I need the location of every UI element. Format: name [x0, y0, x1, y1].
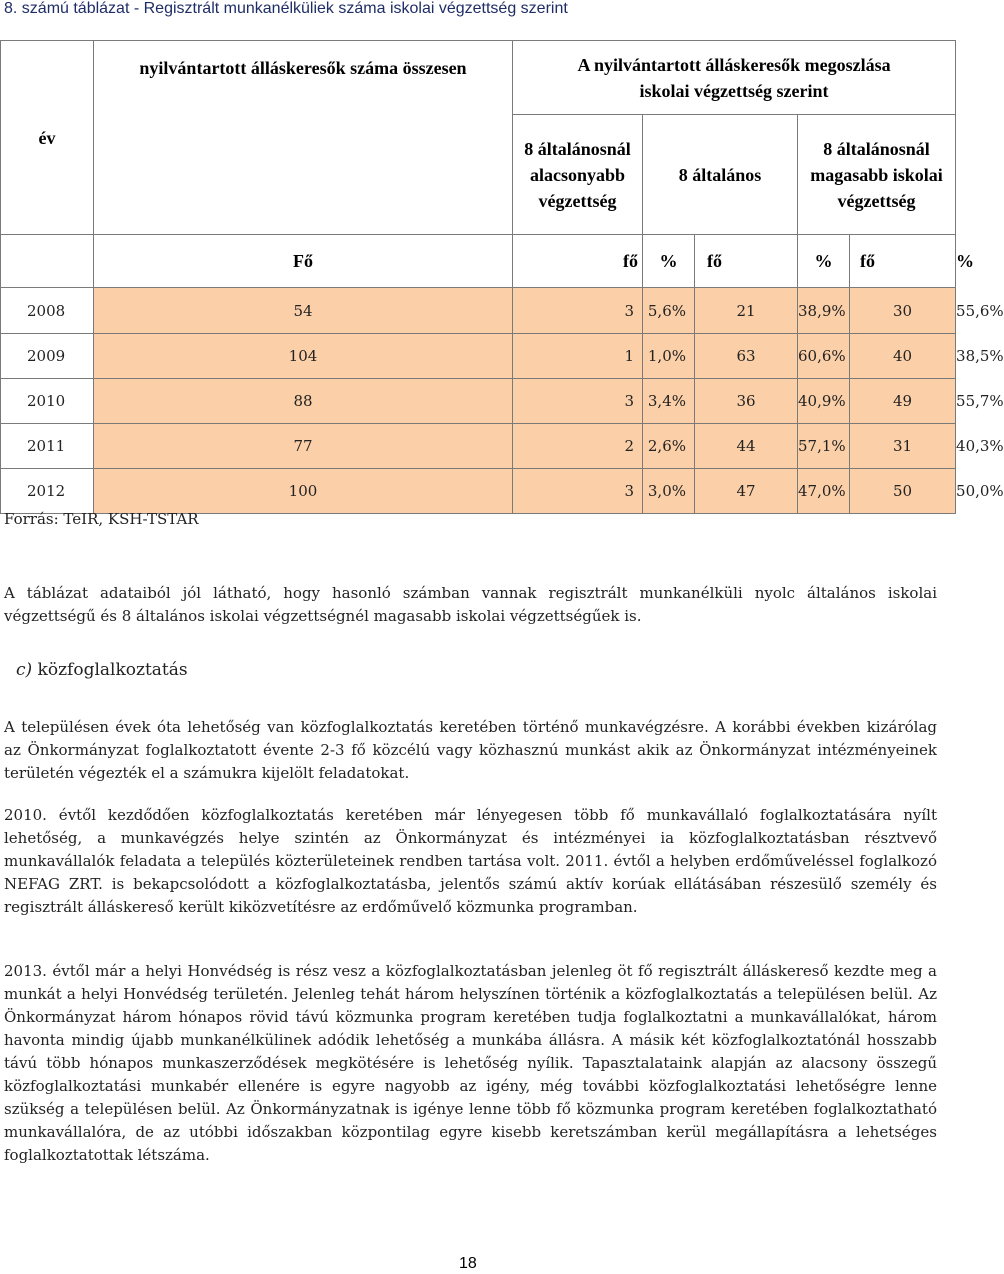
below8-percent-cell: 3,0%: [643, 469, 695, 514]
table-row: 2012 100 3 3,0% 47 47,0% 50 50,0%: [1, 469, 956, 514]
total-cell: 100: [94, 469, 513, 514]
below8-percent-cell: 5,6%: [643, 288, 695, 334]
year-cell: 2009: [1, 334, 94, 379]
above8-count-cell: 49: [850, 379, 956, 424]
above8-count-cell: 30: [850, 288, 956, 334]
eight-count-cell: 47: [695, 469, 798, 514]
below8-count-cell: 3: [513, 469, 643, 514]
table-row: 2011 77 2 2,6% 44 57,1% 31 40,3%: [1, 424, 956, 469]
section-heading: [16, 660, 188, 680]
above8-count-cell: 31: [850, 424, 956, 469]
unit-cell: %: [798, 235, 850, 288]
units-row: Fő fő % fő % fő %: [1, 235, 956, 288]
paragraph-2010: 2010. évtől kezdődően közfoglalkoztatás keretében már lényegesen több fő munkavállaló foglalkoztatására nyílt lehetőség, a munkavégzés helye szintén az Önkormányzat és intézményei ia közfoglalkoztatásban résztvevő munkavállalók feladata a település közterületeinek rendben tartása volt. 2011. évtől a helyben erdőműveléssel foglalkozó NEFAG ZRT. is bekapcsolódott a közfoglalkoztatásba, jelentős számú aktív korúak ellátásában részesülő személy és regisztrált álláskereső került kiközvetítésre az erdőművelő közmunka programban.: [4, 806, 937, 916]
paragraph-2013: 2013. évtől már a helyi Honvédség is rész vesz a közfoglalkoztatásban jelenleg öt fő regisztrált álláskereső kezdte meg a munkát a helyi Honvédség területén. Jelenleg tehát három helyszínen történik a közfoglalkoztatás a településen belül. Az Önkormányzat három hónapos rövid távú közmunka program keretében tudja foglalkoztatni a munkavállalókat, három havonta mindig újabb munkanélkülinek adódik lehetőség a munkába állásra. A másik két közfoglalkoztatónál hosszabb távú több hónapos munkaszerződések megkötésére is lehetőség nyílik. Tapasztalataink alapján az alacsony összegű közfoglalkoztatási munkabér ellenére is egyre nagyobb az igény, még további közfoglalkoztatási lehetőségre lenne szükség a településen belül. Az Önkormányzatnak is igénye lenne több fő közmunka program keretében foglalkoztatható munkavállalóra, de az utóbbi időszakban központilag egyre kisebb keretszámban kerül megállapításra a lehetséges foglalkoztatottak létszáma.: [4, 962, 937, 1164]
page-number: 18: [459, 1255, 477, 1272]
table-row: 2010 88 3 3,4% 36 40,9% 49 55,7%: [1, 379, 956, 424]
section-heading-letter: c): [16, 660, 33, 680]
total-cell: 54: [94, 288, 513, 334]
header-8-general: 8 általános: [643, 115, 798, 235]
below8-percent-cell: 2,6%: [643, 424, 695, 469]
below8-count-cell: 3: [513, 379, 643, 424]
total-cell: 104: [94, 334, 513, 379]
below8-count-cell: 2: [513, 424, 643, 469]
year-cell: 2011: [1, 424, 94, 469]
year-cell: 2008: [1, 288, 94, 334]
above8-count-cell: 50: [850, 469, 956, 514]
total-cell: 88: [94, 379, 513, 424]
header-above-8: 8 általánosnál magasabb iskolai végzettség: [798, 115, 956, 235]
year-cell: 2010: [1, 379, 94, 424]
header-year: év: [1, 41, 94, 235]
unemployment-table: [0, 40, 1004, 514]
below8-count-cell: 3: [513, 288, 643, 334]
eight-count-cell: 44: [695, 424, 798, 469]
eight-percent-cell: 38,9%: [798, 288, 850, 334]
unit-cell: fő: [513, 235, 643, 288]
total-cell: 77: [94, 424, 513, 469]
eight-count-cell: 63: [695, 334, 798, 379]
unit-cell: fő: [695, 235, 798, 288]
unit-cell: Fő: [94, 235, 513, 288]
paragraph-intro: A településen évek óta lehetőség van közfoglalkoztatás keretében történő munkavégzésre. A korábbi években kizárólag az Önkormányzat foglalkoztatott évente 2-3 fő közcélú vagy közhasznú munkást akik az Önkormányzat intézményeinek területén végezték el a számukra kijelölt feladatokat.: [4, 718, 937, 782]
eight-percent-cell: 57,1%: [798, 424, 850, 469]
eight-count-cell: 36: [695, 379, 798, 424]
header-below-8: 8 általánosnál alacsonyabb végzettség: [513, 115, 643, 235]
above8-count-cell: 40: [850, 334, 956, 379]
unit-cell: %: [643, 235, 695, 288]
eight-percent-cell: 47,0%: [798, 469, 850, 514]
eight-percent-cell: 60,6%: [798, 334, 850, 379]
table-caption: 8. számú táblázat - Regisztrált munkanélküliek száma iskolai végzettség szerint: [4, 0, 568, 17]
units-empty-cell: [1, 235, 94, 288]
below8-percent-cell: 3,4%: [643, 379, 695, 424]
below8-count-cell: 1: [513, 334, 643, 379]
eight-percent-cell: 40,9%: [798, 379, 850, 424]
below8-percent-cell: 1,0%: [643, 334, 695, 379]
paragraph-summary: A táblázat adataiból jól látható, hogy hasonló számban vannak regisztrált munkanélküli nyolc általános iskolai végzettségű és 8 általános iskolai végzettségnél magasabb iskolai végzettségűek is.: [4, 584, 937, 625]
section-heading-text: közfoglalkoztatás: [32, 660, 188, 680]
table-row: 2008 54 3 5,6% 21 38,9% 30 55,6%: [1, 288, 956, 334]
header-total: nyilvántartott álláskeresők száma összesen: [94, 41, 513, 235]
table-row: 2009 104 1 1,0% 63 60,6% 40 38,5%: [1, 334, 956, 379]
unit-cell: fő: [850, 235, 956, 288]
year-cell: 2012: [1, 469, 94, 514]
header-group: A nyilvántartott álláskeresők megoszlása iskolai végzettség szerint: [513, 41, 956, 115]
eight-count-cell: 21: [695, 288, 798, 334]
table-source: Forrás: TeIR, KSH-TSTAR: [4, 510, 199, 528]
